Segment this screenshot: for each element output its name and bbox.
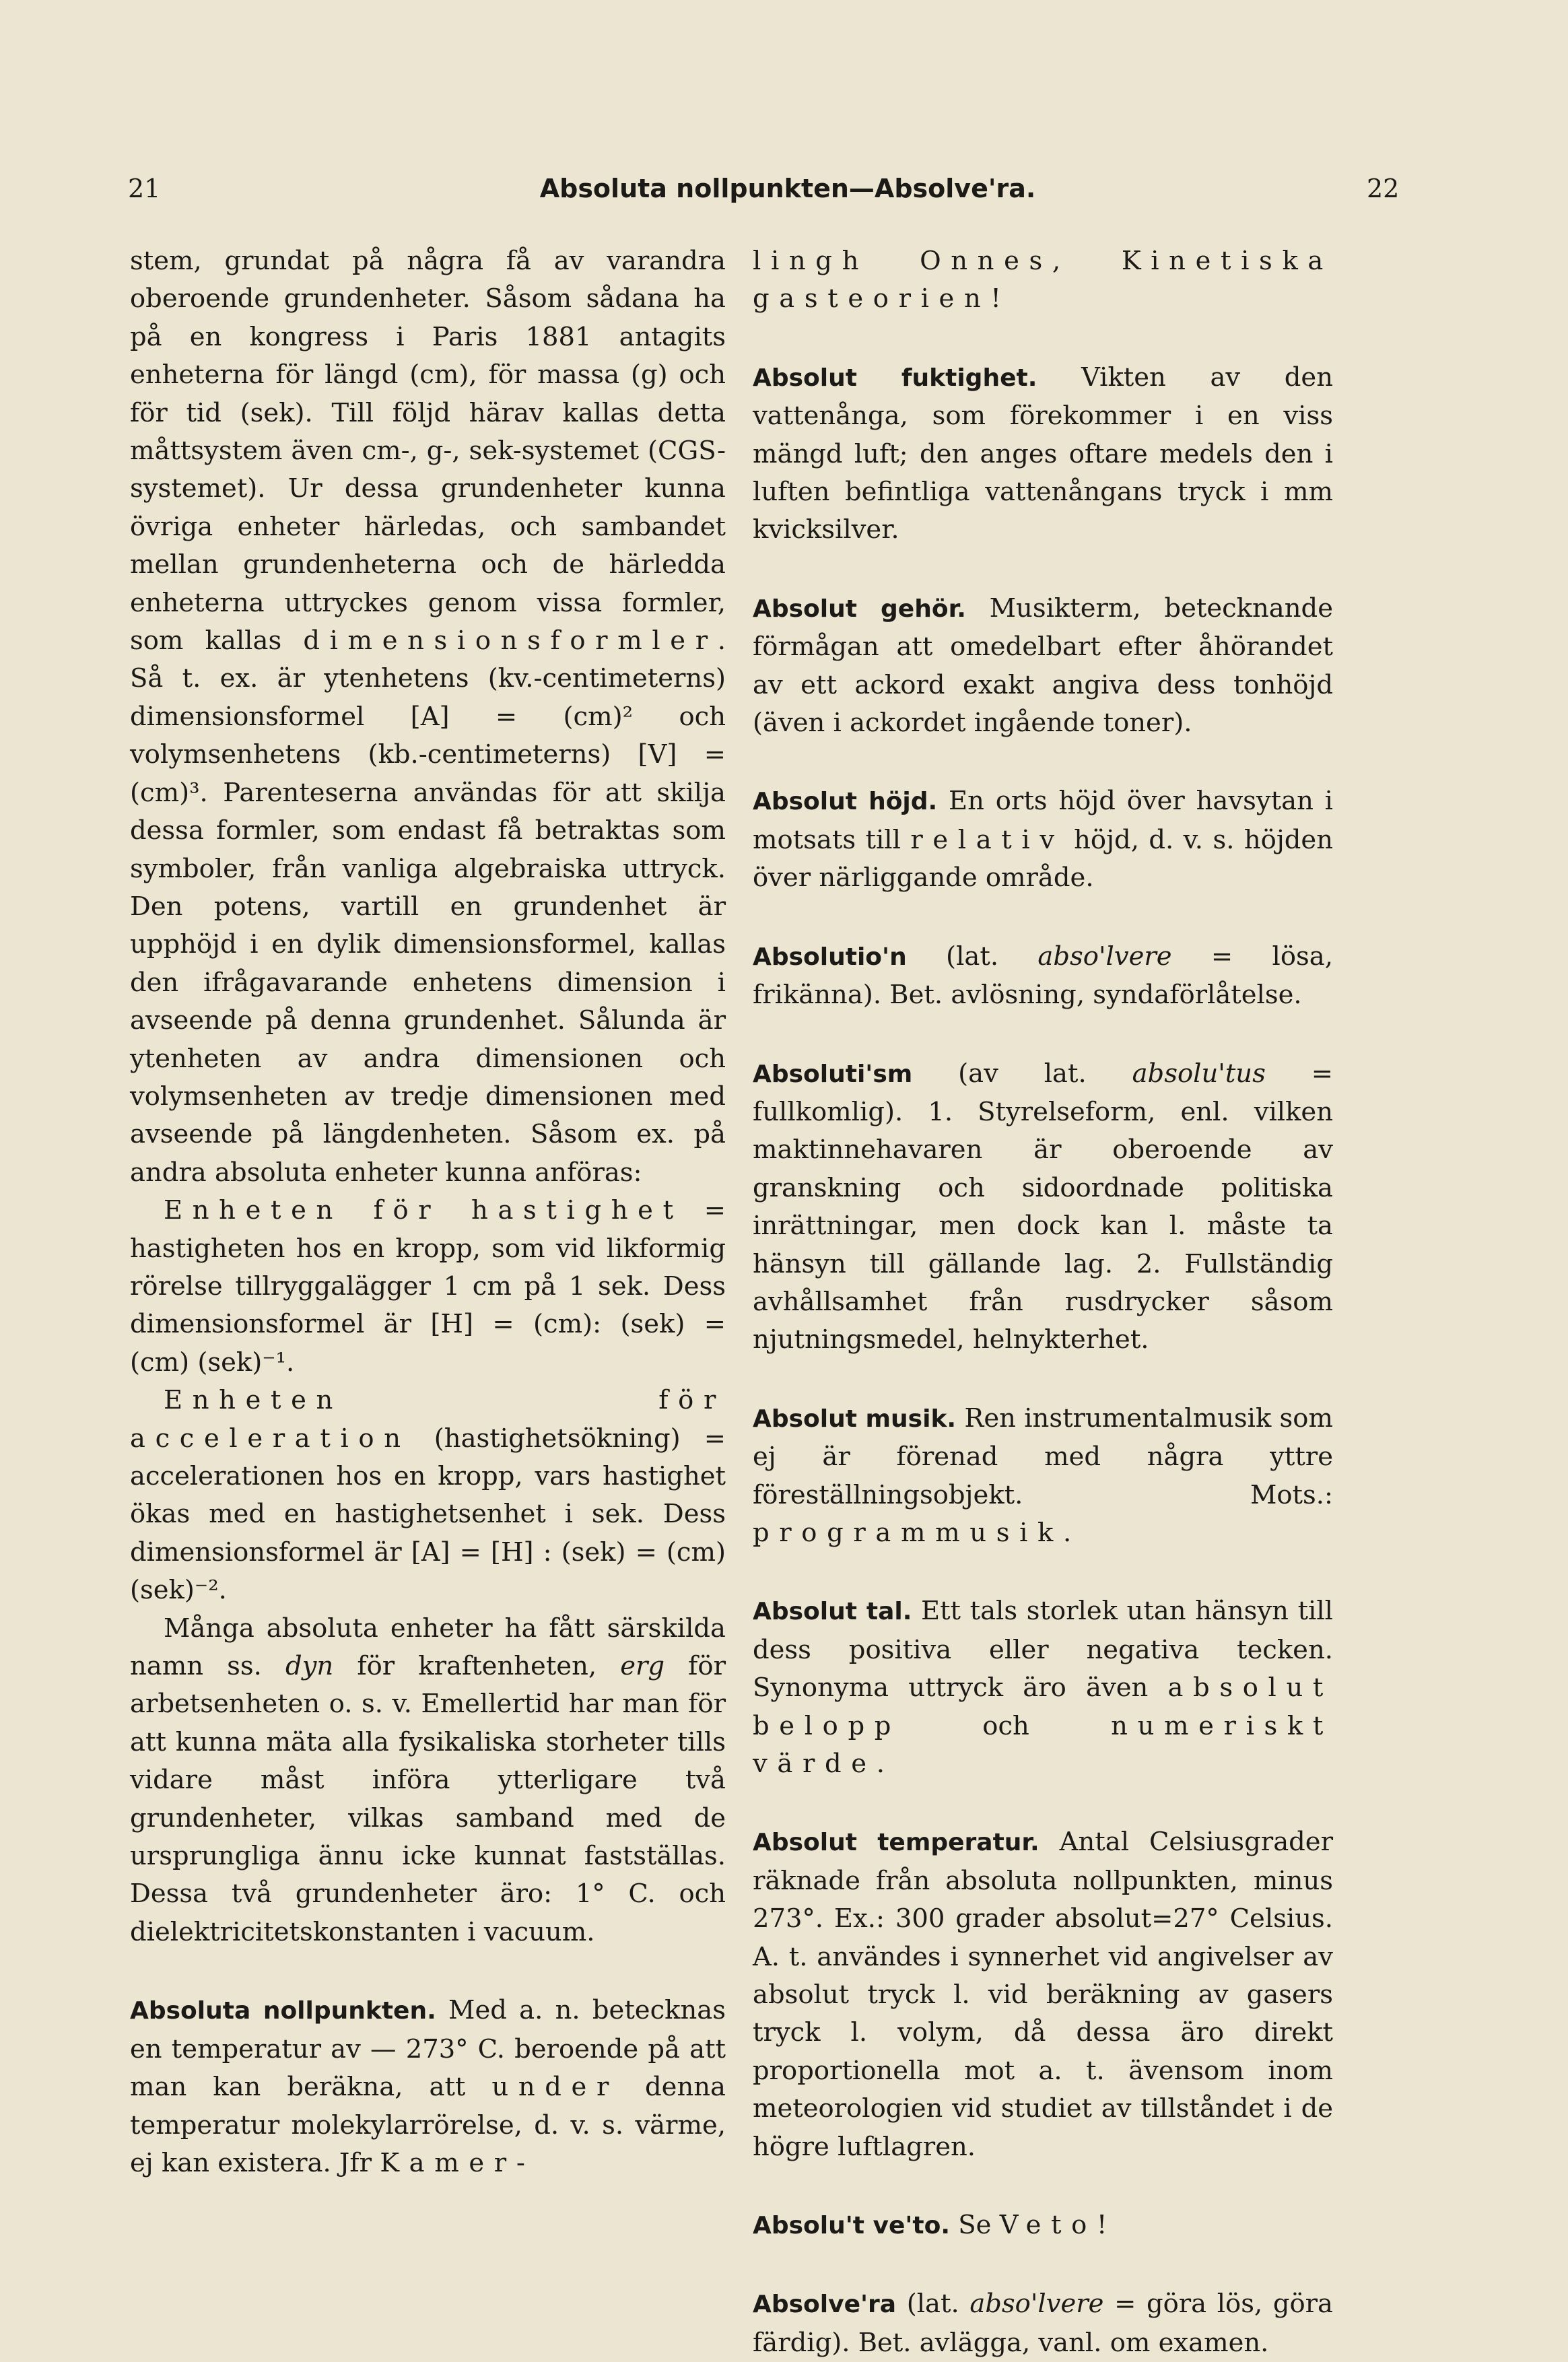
headword: Absolutio'n (753, 943, 907, 971)
spaced-term: Enheten för hastighet (164, 1195, 683, 1226)
spaced-term: numeriskt värde (753, 1710, 1333, 1779)
italic-term: dyn (285, 1651, 334, 1682)
spaced-term: absolut belopp (753, 1673, 1333, 1741)
entry-absolut-hojd (753, 782, 1333, 897)
text: denna temperatur molekylarrörelse, d. v. s. värme, ej kan existera. Jfr (130, 2072, 726, 2178)
right-column (753, 242, 1333, 2362)
text: Musikterm, betecknande förmågan att omedelbart efter åhörandet av ett ackord exakt angiva dess tonhöjd (även i ackordet ingående toner). (753, 593, 1333, 739)
text: (av lat. (912, 1058, 1132, 1089)
spaced-term: Enheten för acceleration (130, 1385, 726, 1454)
left-column (130, 242, 726, 2182)
entry-absolut-veto (753, 2206, 1333, 2245)
headword: Absoluta nollpunkten. (130, 1997, 436, 2025)
headword: Absoluti'sm (753, 1060, 913, 1088)
text: (lat. (896, 2289, 970, 2320)
spaced-term: lingh Onnes, Kinetiska gasteorien (753, 246, 1333, 314)
spaced-term: Veto (999, 2210, 1097, 2241)
entry-absolut-tal (753, 1592, 1333, 1783)
spaced-term: programmusik (753, 1517, 1064, 1548)
entry-absolut-fuktighet (753, 359, 1333, 549)
paragraph-continued (753, 242, 1333, 318)
text: för arbetsenheten o. s. v. Emellertid har man för att kunna mäta alla fysikaliska storheter tills vidare måst införa ytterligare två grundenheter, vilkas samband med de ursprungliga ännu icke kunnat fastställas. Dessa två grundenheter äro: 1° C. och dielektricitetskonstanten i vacuum. (130, 1651, 726, 1947)
text: och (901, 1710, 1112, 1741)
text: (lat. (906, 941, 1038, 972)
italic-term: abso'lvere (1037, 941, 1172, 972)
italic-term: abso'lvere (969, 2289, 1104, 2320)
text: ! (990, 283, 1001, 314)
paragraph-units (130, 1610, 726, 1952)
spaced-term: dimensionsformler (303, 626, 718, 656)
text: Antal Celsiusgrader räknade från absoluta nollpunkten, minus 273°. Ex.: 300 grader absolut=27° Celsius. A. t. användes i synnerhet vid angivelser av absolut tryck l. vid beräkning av gasers tryck l. volym, då dessa äro direkt proportionella mot a. t. ävensom inom meteorologien vid studiet av tillståndet i de högre luftlagren. (753, 1827, 1333, 2162)
text: för kraftenheten, (333, 1651, 621, 1682)
text: Ett tals storlek utan hänsyn till dess positiva eller negativa tecken. Synonyma uttryck äro även (753, 1596, 1333, 1703)
text: (hastighetsökning) = accelerationen hos en kropp, vars hastighet ökas med en hastighetsenhet i sek. Dess dimensionsformel är [A] = [H] : (sek) = (cm) (sek)⁻². (130, 1423, 726, 1606)
headword: Absolut fuktighet. (753, 364, 1037, 392)
entry-absolut-gehor (753, 590, 1333, 743)
text: Vikten av den vattenånga, som förekommer i en viss mängd luft; den anges oftare medels den i luften befintliga vattenångans tryck i mm kvicksilver. (753, 362, 1333, 545)
headword: Absolve'ra (753, 2291, 897, 2319)
text: Med a. n. betecknas en temperatur av — 273° C. beroende på att man kan beräkna, att (130, 1995, 726, 2103)
headword: Absolut gehör. (753, 595, 966, 623)
text: En orts höjd över havsytan i motsats till (753, 786, 1333, 855)
entry-absolut-musik (753, 1400, 1333, 1553)
text: Se (950, 2210, 1000, 2241)
text: = fullkomlig). 1. Styrelseform, enl. vilken maktinnehavaren är oberoende av granskning och sidoordnade politiska inrättningar, men dock kan l. måste ta hänsyn till gällande lag. 2. Fullständig avhållsamhet från rusdrycker såsom njutningsmedel, helnykterhet. (753, 1058, 1333, 1355)
paragraph-acceleration (130, 1382, 726, 1609)
text: stem, grundat på några få av varandra oberoende grundenheter. Såsom sådana ha på en kongress i Paris 1881 antagits enheterna för längd (cm), för massa (g) och för tid (sek). Till följd härav kallas detta måttsystem även cm-, g-, sek-systemet (CGS-systemet). Ur dessa grundenheter kunna övriga enheter härledas, och sambandet mellan grundenheterna och de härledda enheterna uttryckes genom vissa formler, som kallas (130, 246, 726, 656)
text: . Så t. ex. är ytenhetens (kv.-centimeterns) dimensionsformel [A] = (cm)² och volymsenhetens (kb.-centimeterns) [V] = (cm)³. Parenteserna användas för att skilja dessa formler, som endast få betraktas som symboler, från vanliga algebraiska uttryck. Den potens, vartill en grundenhet är upphöjd i en dylik dimensionsformel, kallas den ifrågavarande enhetens dimension i avseende på denna grundenhet. Sålunda är ytenheten av andra dimensionen och volymsenheten av tredje dimensionen med avseende på längdenheten. Såsom ex. på andra absoluta enheter kunna anföras: (130, 626, 726, 1188)
headword: Absolut tal. (753, 1598, 912, 1626)
entry-absolut-temperatur (753, 1823, 1333, 2166)
entry-absoluta-nollpunkten (130, 1992, 726, 2182)
entry-absolutism (753, 1055, 1333, 1359)
text: = göra lös, göra färdig). Bet. avlägga, vanl. om examen. (753, 2289, 1333, 2358)
entry-absolution (753, 938, 1333, 1015)
text: = hastigheten hos en kropp, som vid likformig rörelse tillryggalägger 1 cm på 1 sek. Dess dimensionsformel är [H] = (cm): (sek) = (cm) (sek)⁻¹. (130, 1195, 726, 1378)
text: höjd, d. v. s. höjden över närliggande område. (753, 824, 1333, 893)
headword: Absolut höjd. (753, 788, 938, 816)
headword: Absolu't ve'to. (753, 2212, 951, 2240)
headword: Absolut temperatur. (753, 1829, 1039, 1857)
running-head: Absoluta nollpunkten—Absolve'ra. (539, 174, 1036, 203)
italic-term: erg (620, 1651, 665, 1682)
text: ! (1096, 2210, 1107, 2241)
italic-term: absolu'tus (1132, 1058, 1266, 1089)
spaced-term: under (491, 2072, 619, 2103)
text: Många absoluta enheter ha fått särskilda namn ss. (130, 1613, 726, 1682)
spaced-term: relativ (910, 824, 1064, 855)
page-number-right: 22 (1367, 174, 1400, 203)
text: = lösa, frikänna). Bet. avlösning, syndaförlåtelse. (753, 941, 1333, 1011)
page-number-left: 21 (128, 174, 161, 203)
headword: Absolut musik. (753, 1405, 957, 1433)
paragraph-velocity (130, 1192, 726, 1382)
entry-absolvera (753, 2285, 1333, 2362)
text: Ren instrumentalmusik som ej är förenad med några yttre föreställningsobjekt. Mots.: (753, 1403, 1333, 1510)
text: . (876, 1749, 885, 1779)
paragraph-continued (130, 242, 726, 1192)
spaced-term: Kamer- (380, 2147, 535, 2178)
text: . (1063, 1517, 1072, 1548)
